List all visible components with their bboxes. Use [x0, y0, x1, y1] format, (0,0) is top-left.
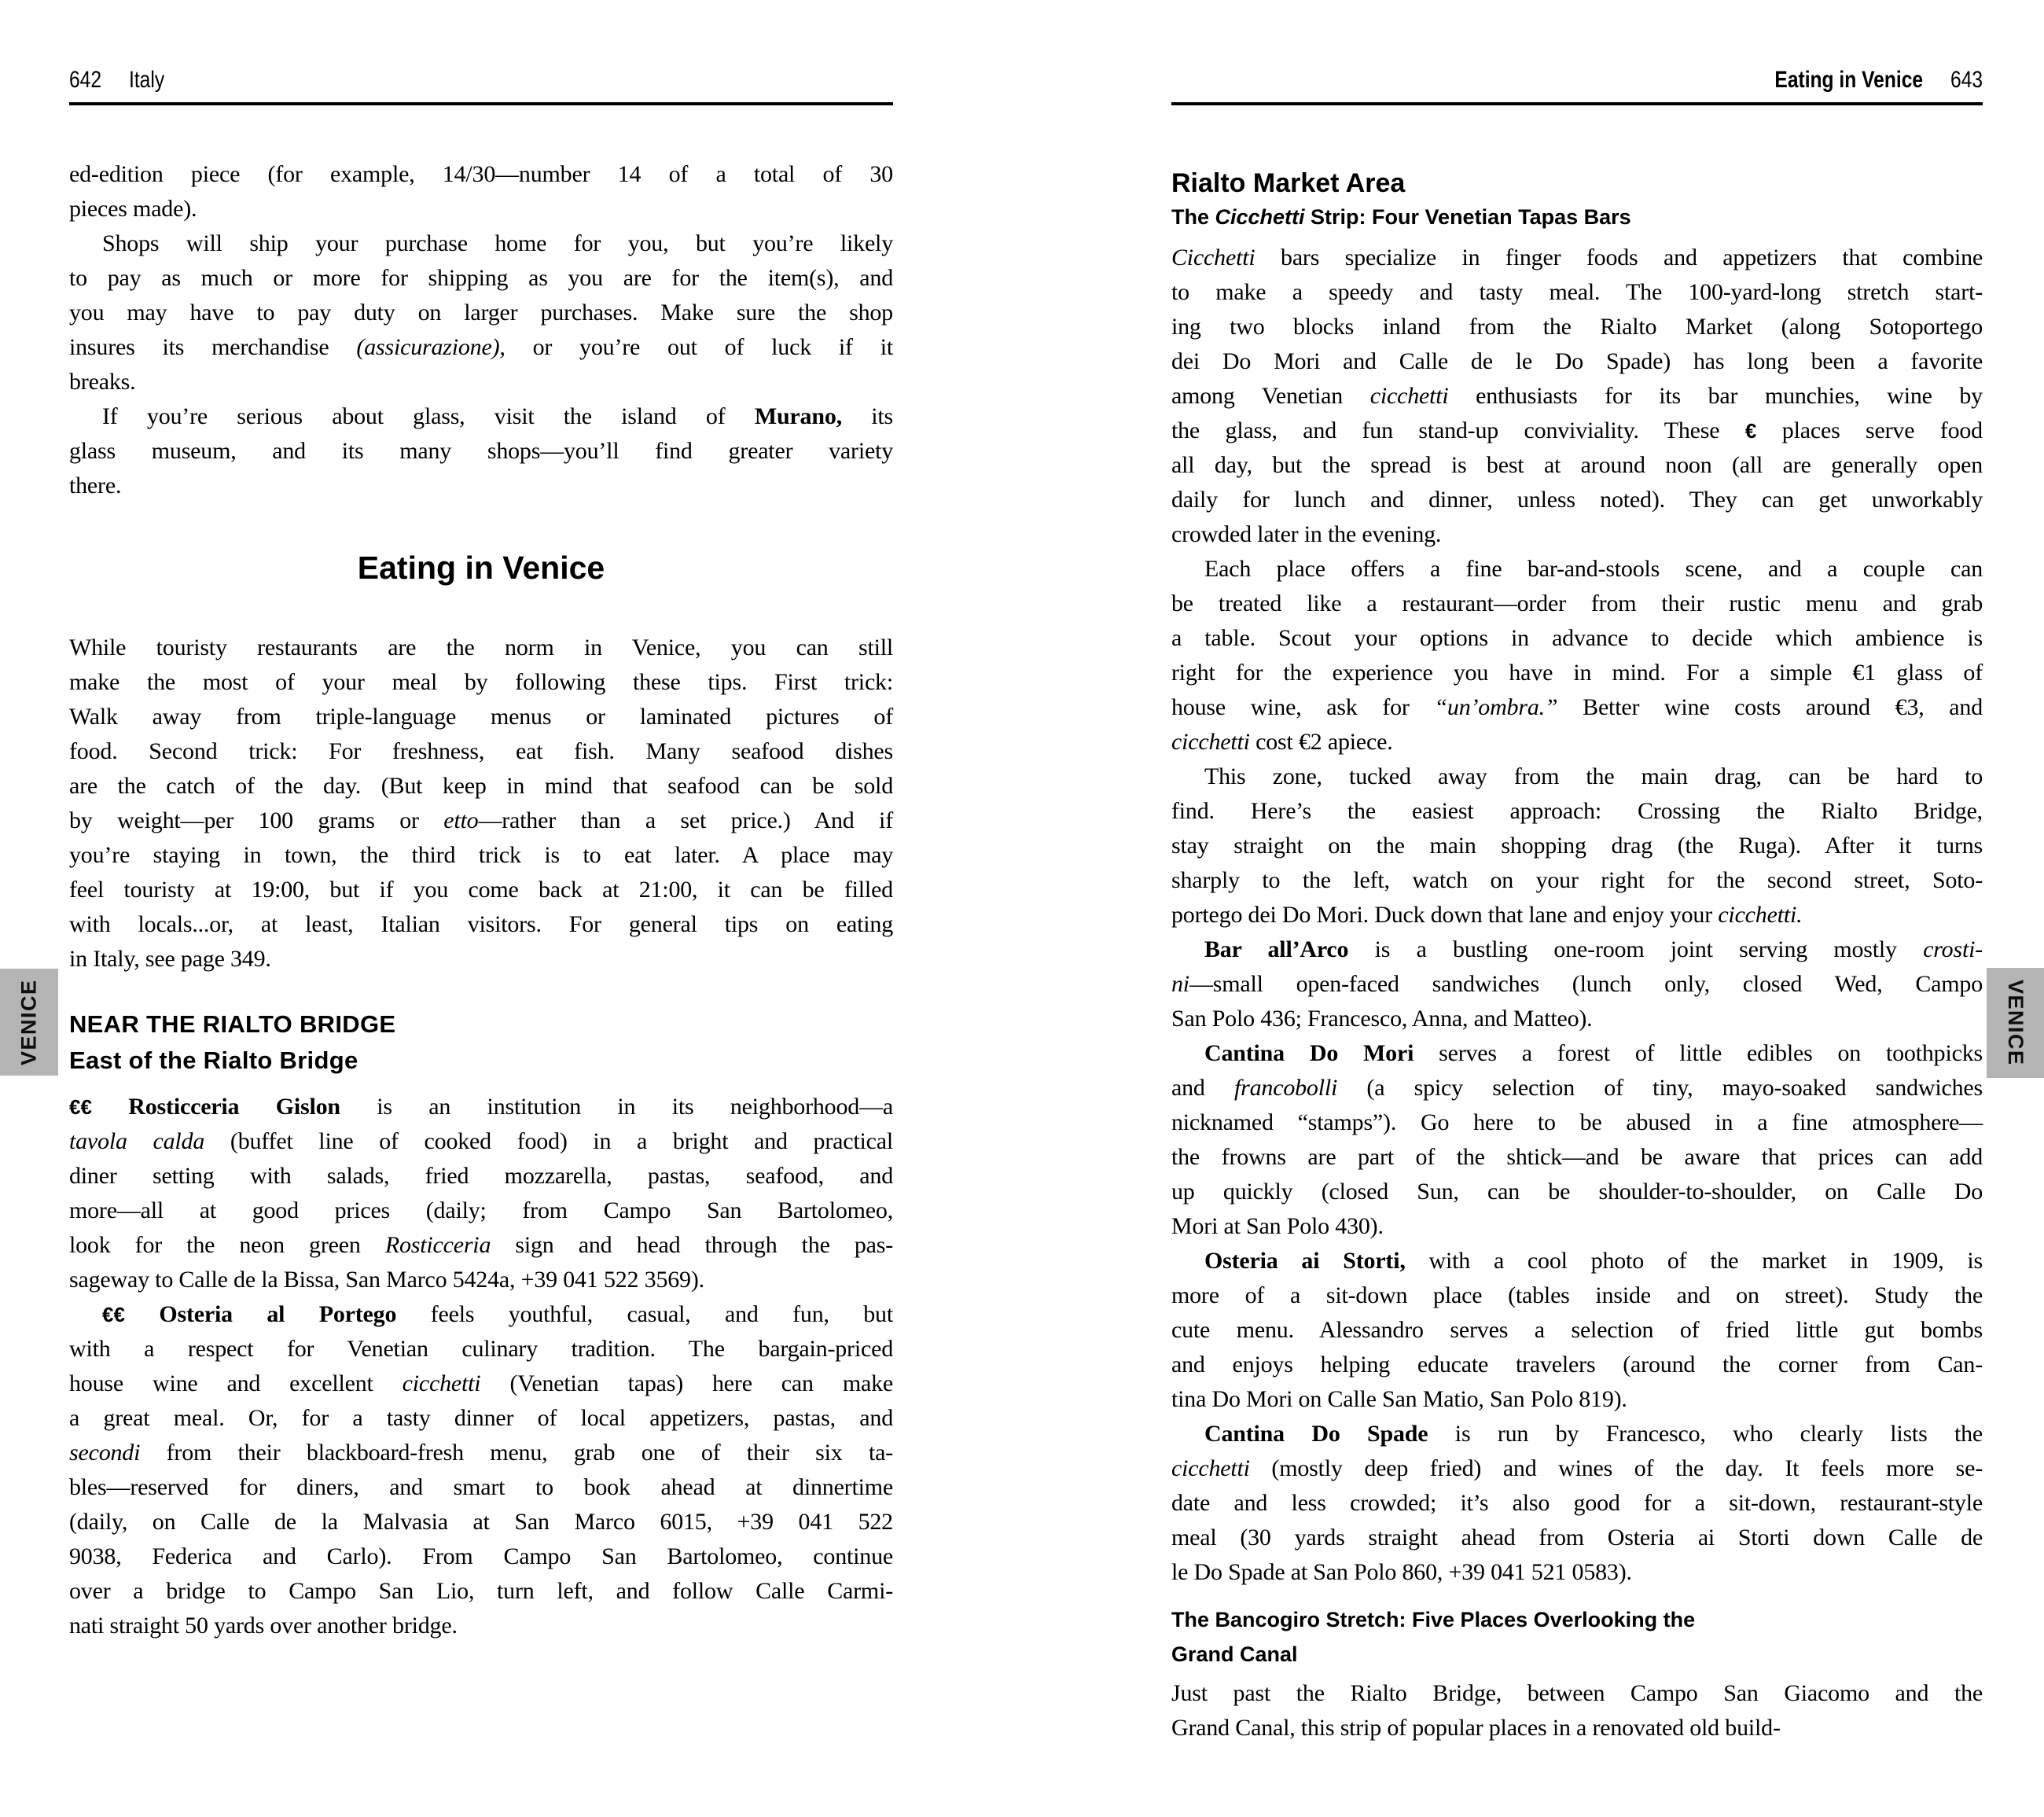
text-line: breaks.: [69, 369, 136, 395]
text-line: with a respect for Venetian culinary tradition. The bargain-priced: [69, 1336, 893, 1362]
text-line: While touristy restaurants are the norm in Venice, you can still: [69, 634, 893, 660]
page-643: [1171, 0, 1983, 1817]
text-line: Mori at San Polo 430).: [1171, 1213, 1384, 1239]
text-line: Walk away from triple-language menus or laminated pictures of: [69, 704, 893, 730]
paragraph: [1171, 1244, 1983, 1417]
text-line: are the catch of the day. (But keep in mind that seafood can be sold: [69, 773, 893, 799]
text-line: the frowns are part of the shtick—and be aware that prices can add: [1171, 1144, 1983, 1170]
paragraph: [69, 157, 893, 226]
paragraph: [1171, 552, 1983, 760]
text-line: bles—reserved for diners, and smart to book ahead at dinnertime: [69, 1474, 893, 1500]
paragraph: [69, 226, 893, 399]
text-line: tavola calda (buffet line of cooked food) in a bright and practical: [69, 1128, 893, 1154]
paragraph: [1171, 1676, 1983, 1745]
text-line: Cantina Do Mori serves a forest of little edibles on toothpicks: [1204, 1040, 1983, 1066]
canal-heading: [1171, 1602, 1983, 1672]
page-body-right: [1171, 165, 1983, 1745]
text-line: feel touristy at 19:00, but if you come back at 21:00, it can be filled: [69, 877, 893, 903]
running-head-title-left: Italy: [129, 67, 165, 93]
section-heading: [69, 1006, 893, 1043]
text-line: (daily, on Calle de la Malvasia at San Marco 6015, +39 041 522: [69, 1509, 893, 1535]
text-line: insures its merchandise (assicurazione), or you’re out of luck if it: [69, 334, 893, 360]
paragraph: [1171, 1036, 1983, 1244]
paragraph: [1171, 932, 1983, 1036]
text-line: sharply to the left, watch on your right for the second street, Soto-: [1171, 867, 1983, 893]
text-line: make the most of your meal by following these tips. First trick:: [69, 669, 893, 695]
text-line: all day, but the spread is best at around noon (all are generally open: [1171, 452, 1983, 478]
text-line: This zone, tucked away from the main drag, can be hard to: [1204, 763, 1983, 789]
text-line: nati straight 50 yards over another bridge.: [69, 1613, 458, 1639]
text-line: diner setting with salads, fried mozzarella, pastas, seafood, and: [69, 1163, 893, 1189]
text-line: ing two blocks inland from the Rialto Market (along Sotoportego: [1171, 314, 1983, 340]
text-line: 9038, Federica and Carlo). From Campo San Bartolomeo, continue: [69, 1543, 893, 1569]
text-line: by weight—per 100 grams or etto—rather than a set price.) And if: [69, 807, 893, 833]
text-line: a great meal. Or, for a tasty dinner of local appetizers, pastas, and: [69, 1405, 893, 1431]
text-line: nicknamed “stamps”). Go here to be abused in a fine atmosphere—: [1171, 1109, 1983, 1135]
text-line: sageway to Calle de la Bissa, San Marco 5424a, +39 041 522 3569).: [69, 1267, 704, 1293]
text-line: Grand Canal: [1171, 1642, 1298, 1666]
page-number-left: 642: [69, 67, 102, 93]
text-line: Cicchetti bars specialize in finger foods and appetizers that combine: [1171, 245, 1983, 270]
text-line: house wine and excellent cicchetti (Venetian tapas) here can make: [69, 1370, 893, 1396]
text-line: stay straight on the main shopping drag (the Ruga). After it turns: [1171, 833, 1983, 859]
paragraph: [1171, 760, 1983, 932]
venice-tab-right: VENICE: [1987, 968, 2044, 1078]
running-head-left: [69, 66, 893, 105]
text-line: up quickly (closed Sun, can be shoulder-to-shoulder, on Calle Do: [1171, 1179, 1983, 1205]
text-line: Cantina Do Spade is run by Francesco, who clearly lists the: [1204, 1421, 1983, 1447]
text-line: among Venetian cicchetti enthusiasts for its bar munchies, wine by: [1171, 383, 1983, 409]
paragraph: [69, 1297, 893, 1643]
page-642: [69, 0, 893, 1817]
text-line: look for the neon green Rosticceria sign and head through the pas-: [69, 1232, 893, 1258]
text-line: Just past the Rialto Bridge, between Campo San Giacomo and the: [1171, 1680, 1983, 1706]
text-line: over a bridge to Campo San Lio, turn left, and follow Calle Carmi-: [69, 1578, 893, 1604]
area-heading: [1171, 165, 1983, 201]
text-line: ed-edition piece (for example, 14/30—number 14 of a total of 30: [69, 161, 893, 187]
running-head-right: [1171, 66, 1983, 105]
text-line: and francobolli (a spicy selection of tiny, mayo-soaked sandwiches: [1171, 1075, 1983, 1101]
text-line: San Polo 436; Francesco, Anna, and Matteo).: [1171, 1006, 1593, 1032]
page-number-right: 643: [1950, 67, 1983, 93]
text-line: East of the Rialto Bridge: [69, 1046, 358, 1074]
text-line: Shops will ship your purchase home for you, but you’re likely: [102, 230, 893, 256]
paragraph: [1171, 241, 1983, 552]
text-line: more—all at good prices (daily; from Campo San Bartolomeo,: [69, 1197, 893, 1223]
text-line: The Cicchetti Strip: Four Venetian Tapas Bars: [1171, 205, 1631, 229]
text-line: cute menu. Alessandro serves a selection of fried little gut bombs: [1171, 1317, 1983, 1343]
tapas-heading: [1171, 201, 1983, 233]
text-line: to make a speedy and tasty meal. The 100-yard-long stretch start-: [1171, 279, 1983, 305]
text-line: meal (30 yards straight ahead from Osteria ai Storti down Calle de: [1171, 1525, 1983, 1550]
text-line: portego dei Do Mori. Duck down that lane and enjoy your cicchetti.: [1171, 902, 1803, 928]
text-line: The Bancogiro Stretch: Five Places Overlooking the: [1171, 1608, 1696, 1631]
text-line: be treated like a restaurant—order from their rustic menu and grab: [1171, 590, 1983, 616]
text-line: crowded later in the evening.: [1171, 521, 1442, 547]
text-line: right for the experience you have in mind. For a simple €1 glass of: [1171, 660, 1983, 686]
text-line: cicchetti cost €2 apiece.: [1171, 729, 1393, 755]
text-line: If you’re serious about glass, visit the island of Murano, its: [102, 403, 893, 429]
text-line: secondi from their blackboard-fresh menu, grab one of their six ta-: [69, 1440, 893, 1466]
text-line: more of a sit-down place (tables inside and on street). Study the: [1171, 1282, 1983, 1308]
page-body-left: [69, 157, 893, 1643]
text-line: a table. Scout your options in advance to decide which ambience is: [1171, 625, 1983, 651]
text-line: with locals...or, at least, Italian visitors. For general tips on eating: [69, 911, 893, 937]
venice-tab-left: VENICE: [0, 969, 58, 1076]
text-line: the glass, and fun stand-up conviviality. These € places serve food: [1171, 417, 1983, 443]
section-subheading: [69, 1043, 893, 1079]
paragraph: [1171, 1417, 1983, 1590]
text-line: Rialto Market Area: [1171, 168, 1406, 198]
paragraph: [69, 631, 893, 977]
text-line: dei Do Mori and Calle de le Do Spade) has long been a favorite: [1171, 348, 1983, 374]
text-line: NEAR THE RIALTO BRIDGE: [69, 1010, 396, 1038]
text-line: food. Second trick: For freshness, eat fish. Many seafood dishes: [69, 738, 893, 764]
text-line: daily for lunch and dinner, unless noted). They can get unworkably: [1171, 487, 1983, 513]
text-line: you may have to pay duty on larger purchases. Make sure the shop: [69, 300, 893, 326]
text-line: date and less crowded; it’s also good for a sit-down, restaurant-style: [1171, 1490, 1983, 1516]
text-line: glass museum, and its many shops—you’ll find greater variety: [69, 438, 893, 464]
text-line: €€ Rosticceria Gislon is an institution in its neighborhood—a: [69, 1094, 893, 1120]
paragraph: [69, 1090, 893, 1297]
text-line: cicchetti (mostly deep fried) and wines of the day. It feels more se-: [1171, 1455, 1983, 1481]
text-line: Each place offers a fine bar-and-stools scene, and a couple can: [1204, 556, 1983, 582]
running-head-title-right: Eating in Venice: [1774, 67, 1923, 93]
text-line: tina Do Mori on Calle San Matio, San Polo 819).: [1171, 1386, 1627, 1412]
text-line: Osteria ai Storti, with a cool photo of the market in 1909, is: [1204, 1248, 1983, 1274]
text-line: to pay as much or more for shipping as you are for the item(s), and: [69, 265, 893, 291]
text-line: you’re staying in town, the third trick is to eat later. A place may: [69, 842, 893, 868]
text-line: Grand Canal, this strip of popular places in a renovated old build-: [1171, 1715, 1781, 1741]
text-line: and enjoys helping educate travelers (around the corner from Can-: [1171, 1352, 1983, 1377]
text-line: €€ Osteria al Portego feels youthful, casual, and fun, but: [102, 1301, 893, 1327]
text-line: pieces made).: [69, 196, 197, 222]
text-line: Eating in Venice: [357, 550, 605, 586]
text-line: ni—small open-faced sandwiches (lunch only, closed Wed, Campo: [1171, 971, 1983, 997]
text-line: there.: [69, 473, 122, 498]
text-line: Bar all’Arco is a bustling one-room joint serving mostly crosti-: [1204, 936, 1983, 962]
text-line: house wine, ask for “un’ombra.” Better wine costs around €3, and: [1171, 694, 1983, 720]
text-line: in Italy, see page 349.: [69, 946, 271, 972]
paragraph: [69, 399, 893, 503]
chapter-heading: [69, 539, 893, 596]
text-line: le Do Spade at San Polo 860, +39 041 521 0583).: [1171, 1559, 1632, 1585]
text-line: find. Here’s the easiest approach: Crossing the Rialto Bridge,: [1171, 798, 1983, 824]
